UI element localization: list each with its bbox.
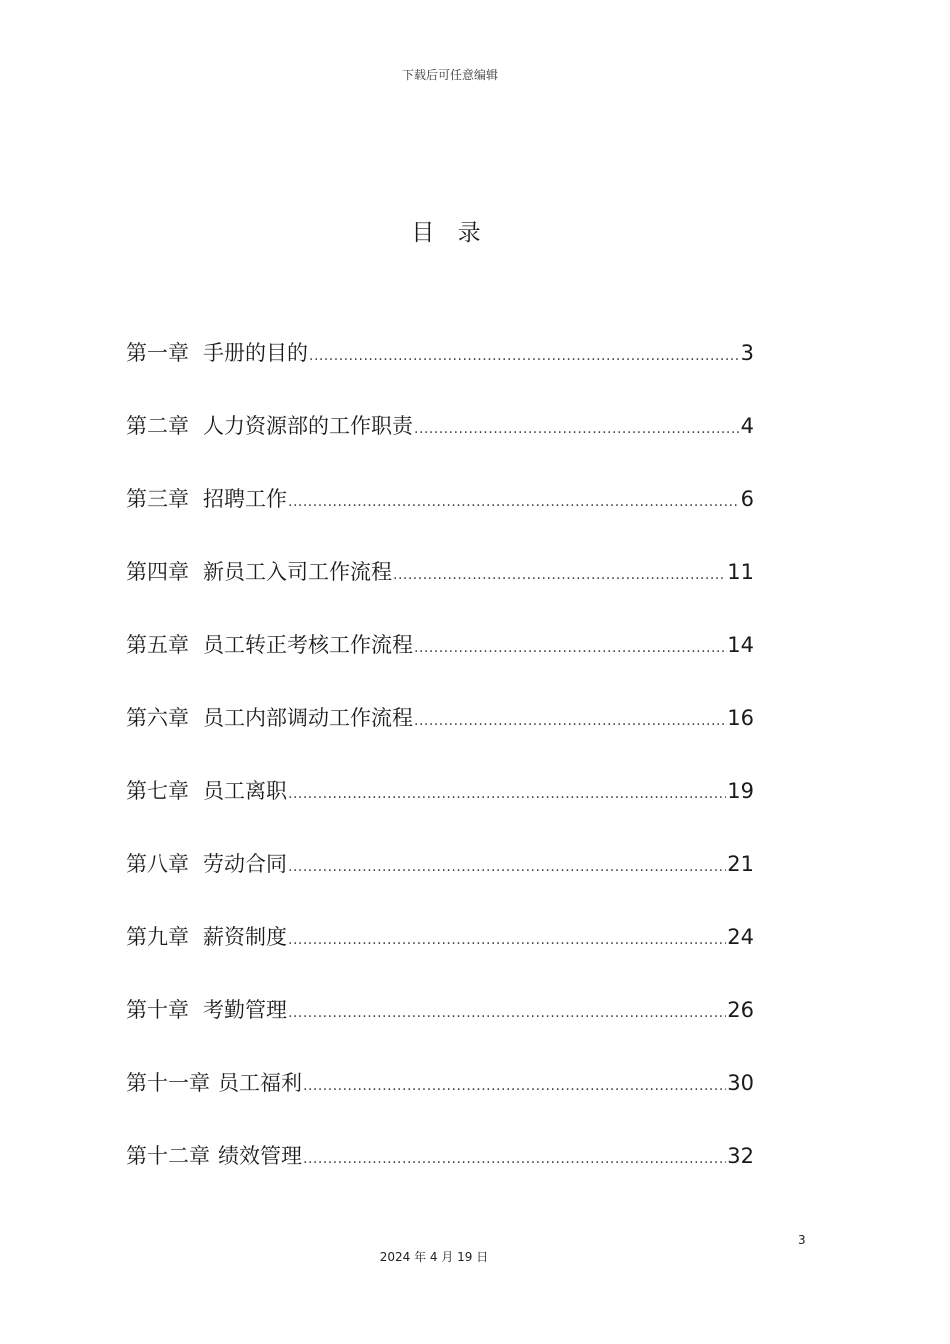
toc-entry-4[interactable]: [126, 555, 754, 628]
toc-chapter-name: 绩效管理: [218, 1144, 302, 1168]
toc-chapter-name: 新员工入司工作流程: [203, 560, 392, 584]
toc-chapter-name: 员工离职: [203, 779, 287, 803]
toc-dot-leader: [288, 485, 740, 519]
toc-dot-leader: [288, 923, 726, 957]
toc-entry-12[interactable]: [126, 1139, 754, 1212]
toc-chapter: 第四章: [126, 560, 189, 584]
toc-chapter: 第八章: [126, 852, 189, 876]
toc-page-number: 26: [727, 998, 754, 1022]
toc-chapter: 第十一章: [126, 1071, 210, 1095]
toc-dot-leader: [288, 996, 726, 1030]
toc-chapter-name: 招聘工作: [203, 487, 287, 511]
toc-title: 目 录: [411, 220, 489, 246]
toc-chapter: 第十二章: [126, 1144, 210, 1168]
toc-page-number: 14: [727, 633, 754, 657]
page-number: 3: [798, 1233, 806, 1247]
toc-chapter-name: 员工转正考核工作流程: [203, 633, 413, 657]
toc-page-number: 19: [727, 779, 754, 803]
toc-dot-leader: [414, 704, 726, 738]
toc-dot-leader: [303, 1069, 726, 1103]
toc-entry-3[interactable]: [126, 482, 754, 555]
toc-chapter: 第九章: [126, 925, 189, 949]
toc-entry-7[interactable]: [126, 774, 754, 847]
toc-entry-1[interactable]: [126, 336, 754, 409]
toc-entry-9[interactable]: [126, 920, 754, 993]
toc-chapter: 第一章: [126, 341, 189, 365]
toc-dot-leader: [414, 631, 726, 665]
toc-page-number: 32: [727, 1144, 754, 1168]
toc-chapter-name: 员工内部调动工作流程: [203, 706, 413, 730]
toc-chapter: 第七章: [126, 779, 189, 803]
toc-chapter: 第三章: [126, 487, 189, 511]
toc-dot-leader: [303, 1142, 726, 1176]
toc-chapter-name: 薪资制度: [203, 925, 287, 949]
toc-entry-2[interactable]: [126, 409, 754, 482]
table-of-contents: [126, 336, 754, 1212]
toc-chapter: 第二章: [126, 414, 189, 438]
toc-page-number: 3: [740, 341, 754, 365]
toc-page-number: 21: [727, 852, 754, 876]
toc-entry-10[interactable]: [126, 993, 754, 1066]
footer-date: 2024 年 4 月 19 日: [379, 1250, 489, 1264]
toc-chapter: 第六章: [126, 706, 189, 730]
header-note: 下载后可任意编辑: [401, 68, 498, 82]
toc-chapter: 第十章: [126, 998, 189, 1022]
toc-page-number: 6: [740, 487, 754, 511]
toc-dot-leader: [288, 777, 726, 811]
toc-page-number: 11: [727, 560, 754, 584]
toc-chapter-name: 员工福利: [218, 1071, 302, 1095]
toc-dot-leader: [393, 558, 726, 592]
toc-entry-6[interactable]: [126, 701, 754, 774]
toc-page-number: 30: [727, 1071, 754, 1095]
toc-chapter-name: 劳动合同: [203, 852, 287, 876]
toc-entry-5[interactable]: [126, 628, 754, 701]
toc-chapter-name: 手册的目的: [203, 341, 308, 365]
toc-entry-8[interactable]: [126, 847, 754, 920]
toc-entry-11[interactable]: [126, 1066, 754, 1139]
toc-chapter-name: 人力资源部的工作职责: [203, 414, 413, 438]
toc-dot-leader: [288, 850, 726, 884]
toc-page-number: 4: [740, 414, 754, 438]
toc-chapter: 第五章: [126, 633, 189, 657]
toc-page-number: 16: [727, 706, 754, 730]
toc-page-number: 24: [727, 925, 754, 949]
toc-chapter-name: 考勤管理: [203, 998, 287, 1022]
toc-dot-leader: [309, 339, 740, 373]
toc-dot-leader: [414, 412, 740, 446]
